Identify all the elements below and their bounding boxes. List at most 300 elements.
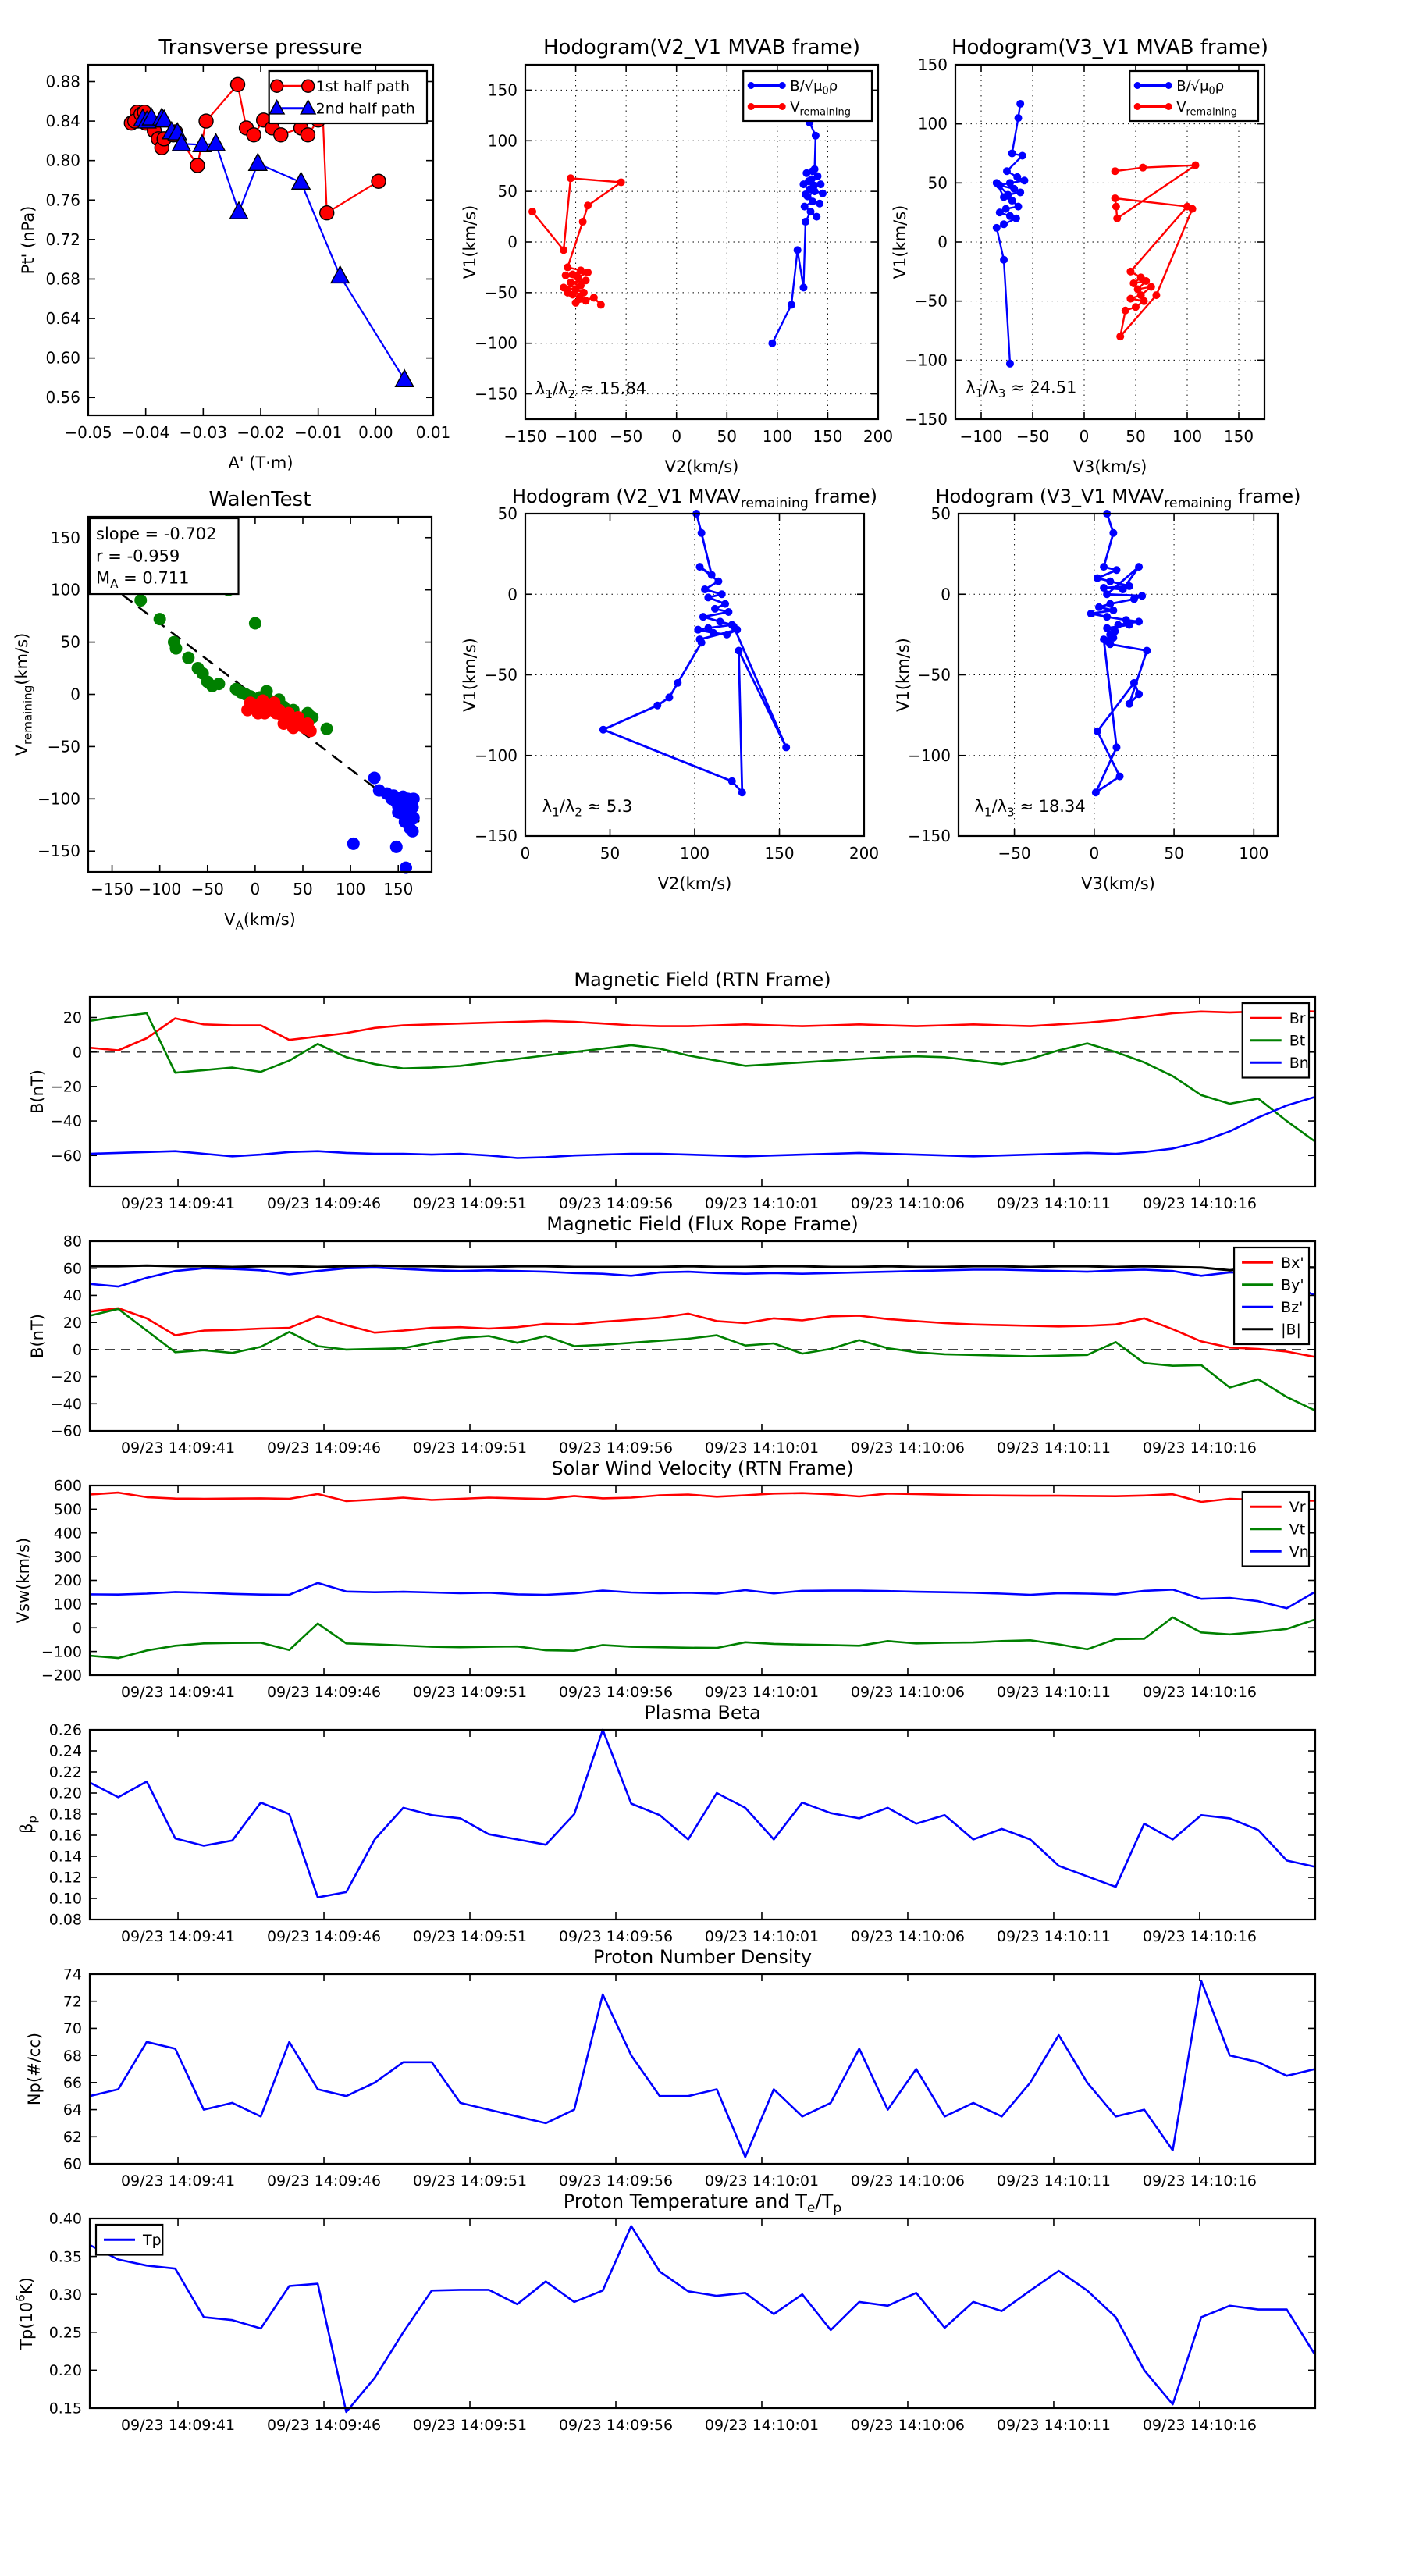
- y-tick-label: −100: [37, 789, 80, 809]
- marker-circle: [271, 80, 283, 92]
- y-axis-label: $V_{remaining}(km/s)$: [12, 632, 35, 756]
- marker-dot: [567, 279, 574, 286]
- marker-dot: [723, 631, 731, 639]
- marker-dot: [1000, 220, 1008, 228]
- marker-dot: [1192, 162, 1200, 169]
- marker-dot: [996, 208, 1004, 216]
- y-tick-label: 66: [62, 2074, 82, 2092]
- x-tick-label: 09/23 14:09:56: [558, 1928, 674, 1945]
- y-tick-label: 0.25: [48, 2324, 82, 2342]
- marker-dot: [1106, 640, 1114, 648]
- y-tick-label: 74: [62, 1966, 82, 1984]
- marker-dot: [1135, 690, 1143, 698]
- y-tick-label: 20: [62, 1314, 82, 1332]
- y-tick-label: 0: [507, 233, 518, 251]
- x-tick-label: 09/23 14:10:11: [996, 1684, 1112, 1701]
- y-tick-label: 40: [62, 1287, 82, 1305]
- x-tick-label: 09/23 14:09:41: [120, 2172, 236, 2190]
- legend: [269, 71, 427, 123]
- x-tick-label: −100: [959, 427, 1003, 446]
- y-axis-label: V1(km/s): [461, 638, 479, 712]
- x-tick-label: 09/23 14:09:41: [120, 1928, 236, 1945]
- marker-dot: [1016, 100, 1024, 108]
- marker-dot: [1094, 575, 1101, 582]
- x-tick-label: 09/23 14:10:01: [704, 1928, 820, 1945]
- marker-dot: [1003, 167, 1011, 175]
- x-tick-label: 09/23 14:10:06: [850, 1928, 966, 1945]
- x-tick-label: 0.01: [415, 423, 451, 442]
- y-tick-label: 72: [62, 1993, 82, 2011]
- x-tick-label: 09/23 14:09:46: [266, 1684, 382, 1701]
- marker-dot: [1126, 700, 1133, 708]
- marker-dot: [1126, 621, 1133, 628]
- x-tick-label: 0: [1079, 427, 1090, 446]
- x-tick-label: −100: [138, 880, 182, 898]
- x-tick-label: −0.01: [294, 423, 343, 442]
- y-tick-label: 0.20: [48, 2362, 82, 2380]
- panel-walen-test: [12, 488, 432, 932]
- marker-dot: [794, 246, 802, 254]
- panel-transverse-pressure: [19, 36, 450, 472]
- legend: [1234, 1247, 1309, 1344]
- y-tick-label: 60: [62, 2155, 82, 2173]
- x-tick-label: 09/23 14:09:51: [412, 1928, 528, 1945]
- x-tick-label: −100: [554, 427, 598, 446]
- marker-dot: [577, 266, 585, 274]
- y-axis-label: V1(km/s): [461, 205, 479, 279]
- y-tick-label: 0.40: [48, 2210, 82, 2228]
- marker-dot: [1112, 167, 1119, 175]
- marker-dot: [806, 208, 814, 215]
- y-tick-label: −40: [50, 1112, 82, 1130]
- y-tick-label: 60: [62, 1260, 82, 1278]
- marker-dot: [564, 263, 571, 271]
- marker-dot: [1119, 585, 1127, 593]
- marker-dot: [1109, 529, 1117, 537]
- y-tick-label: 600: [53, 1477, 82, 1495]
- y-tick-label: 0: [507, 585, 518, 604]
- x-tick-label: 09/23 14:10:01: [704, 2172, 820, 2190]
- x-axis-label: V3(km/s): [1081, 874, 1155, 893]
- legend-label: $B/√\mu_0\rho$: [790, 77, 838, 98]
- x-tick-label: −0.05: [64, 423, 112, 442]
- x-axis-label: A' (T·m): [228, 454, 293, 472]
- x-tick-label: 09/23 14:09:46: [266, 1195, 382, 1212]
- x-tick-label: 150: [764, 844, 795, 863]
- stats-line: r = -0.959: [96, 546, 180, 566]
- marker-dot: [1103, 590, 1111, 598]
- y-tick-label: −150: [908, 827, 951, 845]
- x-tick-label: 100: [1239, 844, 1269, 863]
- y-axis-label: $\beta_p$: [17, 1816, 40, 1834]
- marker-dot: [1165, 103, 1172, 110]
- y-tick-label: 0.60: [45, 348, 80, 368]
- x-tick-label: 09/23 14:10:16: [1142, 1195, 1257, 1212]
- marker-dot: [1189, 205, 1197, 213]
- marker-dot: [1112, 743, 1120, 751]
- y-tick-label: −100: [41, 1643, 82, 1661]
- marker-dot: [1143, 647, 1151, 655]
- marker-dot: [1000, 193, 1008, 201]
- marker-dot: [674, 679, 681, 687]
- y-tick-label: −100: [908, 745, 951, 765]
- annotation: $\lambda_1/\lambda_3 \approx 18.34$: [974, 797, 1086, 820]
- panel-title: Magnetic Field (RTN Frame): [574, 969, 831, 991]
- y-tick-label: 0.56: [45, 388, 80, 407]
- panel-title: Solar Wind Velocity (RTN Frame): [551, 1457, 854, 1479]
- legend-label: 1st half path: [315, 77, 411, 95]
- panel-title: Magnetic Field (Flux Rope Frame): [546, 1213, 859, 1235]
- x-tick-label: 09/23 14:09:51: [412, 2417, 528, 2434]
- annotation: $\lambda_1/\lambda_2 \approx 5.3$: [542, 797, 633, 820]
- x-tick-label: 09/23 14:09:46: [266, 1928, 382, 1945]
- panel-title: Hodogram (V3_V1 $MVAV_{remaining}$ frame): [935, 486, 1301, 511]
- x-tick-label: 50: [1126, 427, 1146, 446]
- marker-circle: [199, 114, 213, 128]
- marker-dot: [1012, 215, 1020, 222]
- panel-hodogram-v2v1-mvav: [461, 486, 879, 893]
- x-tick-label: 0: [250, 880, 261, 898]
- marker-circle: [247, 128, 261, 142]
- marker-dot: [665, 693, 673, 701]
- marker-dot: [1106, 578, 1114, 585]
- marker-circle: [372, 174, 386, 188]
- marker-dot: [696, 563, 704, 571]
- annotation: $\lambda_1/\lambda_3 \approx 24.51$: [966, 378, 1077, 400]
- y-tick-label: −100: [475, 745, 518, 765]
- x-tick-label: 09/23 14:10:16: [1142, 1684, 1257, 1701]
- marker-dot: [788, 301, 795, 308]
- marker-dot: [1140, 297, 1148, 305]
- x-tick-label: 100: [1172, 427, 1203, 446]
- x-tick-label: −50: [190, 880, 224, 898]
- x-tick-label: 09/23 14:10:11: [996, 2172, 1112, 2190]
- marker-dot: [779, 103, 786, 110]
- annotation: $\lambda_1/\lambda_2 \approx 15.84$: [535, 379, 647, 401]
- x-tick-label: 09/23 14:10:11: [996, 2417, 1112, 2434]
- marker-dot: [730, 623, 738, 631]
- y-tick-label: −50: [484, 283, 518, 302]
- marker-dot: [802, 190, 809, 198]
- x-tick-label: 200: [863, 427, 894, 446]
- marker-dot: [1134, 103, 1141, 110]
- legend-label: Br: [1289, 1009, 1306, 1027]
- x-tick-label: 09/23 14:10:11: [996, 1928, 1112, 1945]
- marker-dot: [1116, 773, 1124, 781]
- marker-dot: [528, 208, 536, 215]
- x-tick-label: 09/23 14:10:01: [704, 1684, 820, 1701]
- marker-dot: [1112, 194, 1119, 202]
- y-tick-label: 0.64: [45, 309, 80, 329]
- panel-hodogram-v3v1-mvab: [891, 36, 1268, 476]
- marker-dot: [304, 724, 317, 737]
- marker-dot: [599, 726, 607, 734]
- legend: [1129, 71, 1258, 121]
- marker-dot: [801, 203, 809, 211]
- y-tick-label: 0: [937, 233, 948, 251]
- y-axis-label: $Tp(10^6K)$: [13, 2277, 36, 2350]
- marker-dot: [993, 179, 1001, 187]
- marker-dot: [1147, 283, 1155, 291]
- y-tick-label: 0.84: [45, 112, 80, 131]
- x-tick-label: 09/23 14:10:16: [1142, 2417, 1257, 2434]
- y-tick-label: 62: [62, 2128, 82, 2146]
- marker-dot: [182, 652, 194, 664]
- y-tick-label: 0: [72, 1619, 82, 1637]
- marker-dot: [567, 174, 574, 182]
- y-tick-label: 150: [487, 80, 518, 100]
- x-tick-label: 09/23 14:09:41: [120, 1195, 236, 1212]
- x-tick-label: −0.03: [179, 423, 227, 442]
- marker-dot: [779, 82, 786, 89]
- x-tick-label: 09/23 14:10:16: [1142, 2172, 1257, 2190]
- marker-dot: [698, 529, 706, 537]
- y-tick-label: −20: [50, 1078, 82, 1096]
- x-tick-label: 09/23 14:09:56: [558, 2417, 674, 2434]
- y-tick-label: 0.16: [48, 1827, 82, 1845]
- y-tick-label: 0.12: [48, 1869, 82, 1887]
- panel-magnetic-field-rtn: [28, 969, 1315, 1212]
- x-tick-label: 09/23 14:09:41: [120, 2417, 236, 2434]
- marker-dot: [1094, 728, 1101, 735]
- x-tick-label: 50: [1164, 844, 1184, 863]
- x-tick-label: 09/23 14:09:51: [412, 1439, 528, 1457]
- y-tick-label: 0.30: [48, 2286, 82, 2304]
- marker-dot: [699, 613, 707, 621]
- y-tick-label: −150: [905, 410, 948, 429]
- marker-dot: [1020, 176, 1028, 184]
- x-axis-label: V2(km/s): [657, 874, 732, 893]
- marker-dot: [1142, 277, 1150, 285]
- marker-dot: [590, 294, 598, 301]
- y-tick-label: 80: [62, 1233, 82, 1251]
- panel-magnetic-field-flux-rope: [28, 1213, 1315, 1457]
- marker-dot: [1139, 164, 1147, 172]
- y-tick-label: 0.18: [48, 1806, 82, 1823]
- marker-dot: [1019, 152, 1026, 160]
- marker-dot: [134, 594, 147, 607]
- y-tick-label: 20: [62, 1009, 82, 1027]
- legend-label: Vt: [1289, 1521, 1306, 1539]
- legend-label: Bz': [1281, 1298, 1304, 1316]
- stats-line: $M_A = 0.711$: [96, 568, 190, 591]
- x-tick-label: 09/23 14:10:06: [850, 2172, 966, 2190]
- marker-dot: [1015, 203, 1023, 211]
- x-axis-label: V3(km/s): [1072, 457, 1147, 476]
- y-tick-label: 100: [53, 1596, 82, 1614]
- x-tick-label: −0.02: [237, 423, 285, 442]
- y-tick-label: 0.20: [48, 1784, 82, 1802]
- legend: [1243, 1003, 1309, 1078]
- marker-dot: [782, 743, 790, 751]
- y-axis-label: B(nT): [28, 1069, 47, 1114]
- marker-dot: [1130, 679, 1138, 687]
- marker-dot: [728, 777, 736, 785]
- marker-dot: [249, 617, 261, 630]
- x-tick-label: 150: [383, 880, 414, 898]
- x-tick-label: −50: [1016, 427, 1050, 446]
- x-tick-label: 100: [762, 427, 792, 446]
- x-axis-label: $V_A(km/s)$: [224, 910, 296, 933]
- y-tick-label: 50: [930, 504, 951, 523]
- y-tick-label: −150: [475, 384, 518, 404]
- y-tick-label: 64: [62, 2101, 82, 2119]
- y-tick-label: 0.22: [48, 1763, 82, 1781]
- marker-dot: [1135, 617, 1143, 625]
- x-tick-label: 0: [671, 427, 682, 446]
- x-tick-label: 09/23 14:09:51: [412, 1195, 528, 1212]
- y-tick-label: 70: [62, 2020, 82, 2038]
- y-tick-label: 50: [60, 632, 80, 652]
- marker-dot: [1092, 788, 1100, 796]
- y-tick-label: 100: [917, 114, 948, 133]
- marker-dot: [321, 723, 333, 735]
- x-tick-label: −0.04: [122, 423, 170, 442]
- y-tick-label: 300: [53, 1548, 82, 1566]
- x-tick-label: 09/23 14:10:11: [996, 1439, 1112, 1457]
- marker-dot: [1008, 197, 1016, 205]
- panel-title: Hodogram (V2_V1 $MVAV_{remaining}$ frame): [511, 486, 878, 511]
- y-tick-label: 150: [917, 55, 948, 74]
- marker-dot: [1109, 607, 1117, 614]
- marker-dot: [597, 301, 605, 308]
- x-tick-label: 09/23 14:09:56: [558, 2172, 674, 2190]
- marker-dot: [1126, 295, 1134, 303]
- marker-dot: [617, 178, 625, 186]
- y-tick-label: 0.10: [48, 1890, 82, 1908]
- x-tick-label: 09/23 14:10:11: [996, 1195, 1112, 1212]
- marker-dot: [1013, 173, 1021, 181]
- x-tick-label: 09/23 14:09:46: [266, 2417, 382, 2434]
- marker-dot: [708, 571, 716, 578]
- marker-circle: [302, 80, 315, 92]
- y-tick-label: 100: [50, 580, 80, 600]
- y-tick-label: 400: [53, 1525, 82, 1542]
- legend-label: Bt: [1289, 1032, 1306, 1050]
- legend-label: By': [1281, 1276, 1304, 1294]
- marker-dot: [1100, 563, 1108, 571]
- y-axis-label: V1(km/s): [894, 638, 912, 712]
- panel-hodogram-v3v1-mvav: [894, 486, 1301, 893]
- y-tick-label: 50: [497, 182, 518, 201]
- x-axis-label: V2(km/s): [664, 457, 739, 476]
- y-tick-label: 0: [72, 1341, 82, 1359]
- y-tick-label: 150: [50, 528, 80, 547]
- y-tick-label: 68: [62, 2047, 82, 2065]
- y-tick-label: 0.80: [45, 151, 80, 170]
- marker-dot: [169, 642, 182, 655]
- marker-dot: [816, 200, 823, 208]
- x-tick-label: 09/23 14:10:06: [850, 1439, 966, 1457]
- y-axis-label: Np(#/cc): [25, 2032, 44, 2106]
- legend-label: 2nd half path: [315, 100, 415, 118]
- marker-dot: [212, 678, 225, 690]
- marker-dot: [347, 838, 360, 850]
- y-tick-label: 50: [927, 173, 948, 193]
- stats-line: slope = -0.702: [96, 525, 217, 543]
- marker-dot: [802, 218, 809, 226]
- marker-dot: [1132, 303, 1140, 311]
- marker-dot: [1112, 203, 1120, 211]
- marker-dot: [748, 103, 755, 110]
- y-tick-label: −100: [905, 350, 948, 370]
- x-tick-label: 09/23 14:10:01: [704, 2417, 820, 2434]
- x-tick-label: 0.00: [358, 423, 393, 442]
- legend-label: Bn: [1289, 1054, 1309, 1072]
- marker-dot: [714, 578, 722, 585]
- y-tick-label: −60: [50, 1147, 82, 1165]
- panel-title: Plasma Beta: [644, 1702, 761, 1724]
- y-tick-label: −200: [41, 1667, 82, 1685]
- marker-dot: [812, 132, 820, 140]
- x-tick-label: 09/23 14:09:41: [120, 1439, 236, 1457]
- panel-hodogram-v2v1-mvab: [461, 36, 893, 476]
- panel-plasma-beta: [17, 1702, 1315, 1945]
- marker-dot: [694, 626, 702, 634]
- x-tick-label: 0: [1089, 844, 1100, 863]
- y-tick-label: 0.88: [45, 72, 80, 91]
- y-tick-label: 0.68: [45, 269, 80, 289]
- marker-circle: [274, 128, 288, 142]
- legend-label: Tp: [143, 2231, 162, 2249]
- y-axis-label: Vsw(km/s): [14, 1537, 33, 1624]
- legend: [96, 2225, 162, 2255]
- y-tick-label: 0.24: [48, 1742, 82, 1760]
- x-tick-label: 09/23 14:09:41: [120, 1684, 236, 1701]
- marker-dot: [1165, 82, 1172, 89]
- panel-title: WalenTest: [208, 488, 311, 511]
- marker-dot: [1006, 360, 1014, 368]
- marker-dot: [1095, 603, 1103, 611]
- marker-dot: [1152, 291, 1160, 299]
- x-tick-label: 200: [848, 844, 880, 863]
- marker-dot: [407, 792, 420, 805]
- y-tick-label: 100: [487, 131, 518, 151]
- x-tick-label: 09/23 14:10:06: [850, 1195, 966, 1212]
- legend-label: Bx': [1281, 1254, 1304, 1272]
- marker-dot: [721, 600, 729, 608]
- y-tick-label: −100: [475, 333, 518, 353]
- marker-dot: [1103, 613, 1111, 621]
- marker-dot: [735, 647, 742, 655]
- x-tick-label: 09/23 14:10:06: [850, 2417, 966, 2434]
- marker-dot: [584, 201, 592, 209]
- x-tick-label: 50: [293, 880, 313, 898]
- marker-dot: [1015, 114, 1023, 122]
- marker-dot: [1113, 215, 1121, 222]
- marker-dot: [704, 593, 712, 601]
- x-tick-label: 50: [599, 844, 621, 863]
- marker-dot: [711, 605, 719, 613]
- marker-dot: [819, 190, 827, 197]
- y-tick-label: −50: [917, 665, 951, 685]
- x-tick-label: −150: [503, 427, 547, 446]
- x-tick-label: 09/23 14:10:16: [1142, 1439, 1257, 1457]
- y-tick-label: −50: [914, 291, 948, 311]
- y-tick-label: −150: [475, 827, 518, 845]
- x-tick-label: 50: [717, 427, 738, 446]
- y-tick-label: 50: [497, 504, 518, 523]
- y-tick-label: 0: [941, 585, 951, 604]
- marker-dot: [404, 803, 417, 816]
- panel-proton-temperature: [14, 2190, 1315, 2434]
- marker-dot: [811, 165, 819, 173]
- legend-label: |B|: [1281, 1321, 1301, 1339]
- y-tick-label: 0.35: [48, 2248, 82, 2266]
- marker-dot: [698, 639, 706, 646]
- x-tick-label: 0: [520, 844, 531, 863]
- y-axis-label: Pt' (nPa): [19, 205, 37, 275]
